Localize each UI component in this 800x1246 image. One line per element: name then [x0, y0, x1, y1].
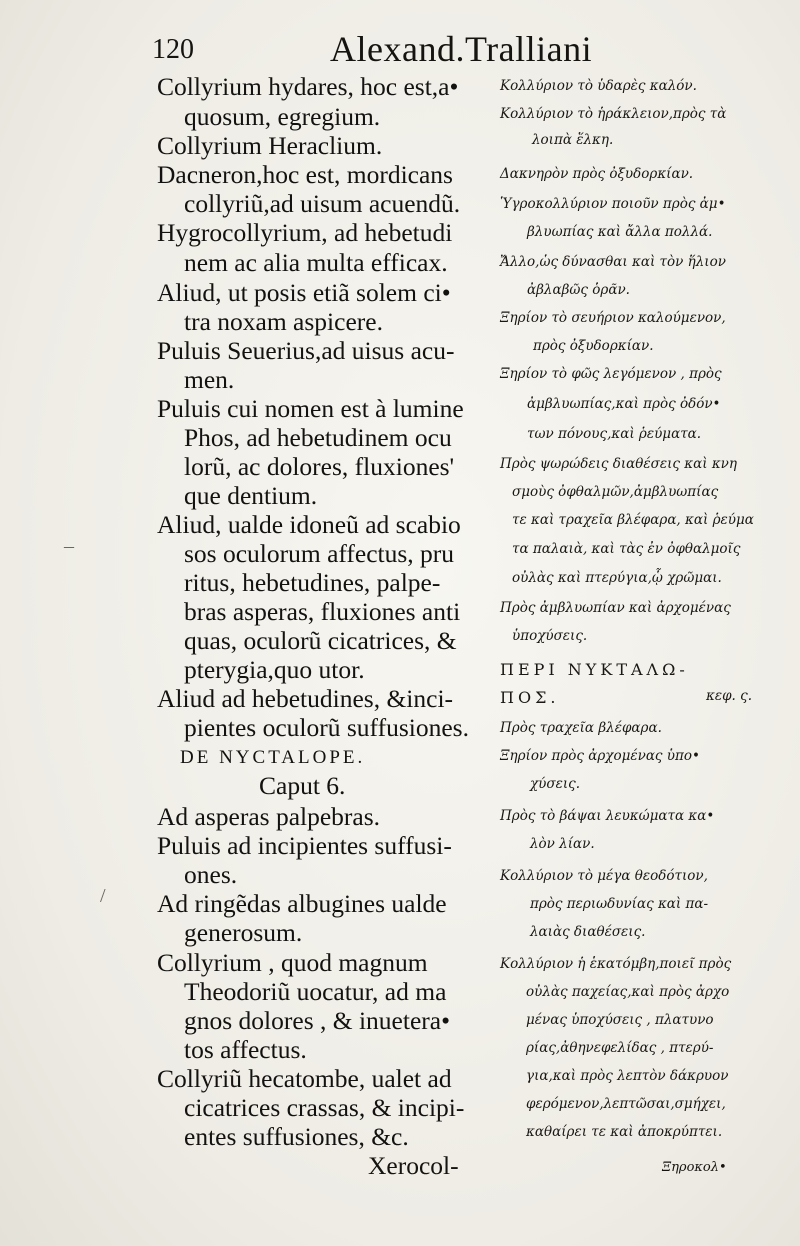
latin-line: gnos dolores , & inuetera• — [184, 1006, 450, 1035]
latin-line: Theodoriũ uocatur, ad ma — [184, 977, 447, 1006]
greek-line: ὑποχύσεις. — [512, 628, 588, 644]
greek-line: Ξηρίον τὸ σευήριον καλούμενον, — [500, 310, 726, 326]
margin-mark: / — [100, 885, 106, 907]
chapter-number: Caput 6. — [259, 771, 346, 800]
latin-line: lorũ, ac dolores, fluxiones' — [184, 452, 455, 481]
latin-line: men. — [184, 365, 235, 394]
greek-line: ρίας,ἀθηνεφελίδας , πτερύ- — [526, 1040, 714, 1056]
greek-line: βλυωπίας καὶ ἄλλα πολλά. — [527, 224, 713, 240]
latin-line: Puluis ad incipientes suffusi- — [157, 831, 452, 860]
greek-line: τα παλαιὰ, καὶ τὰς ἐν ὀφθαλμοῖς — [512, 541, 741, 557]
greek-line: λαιὰς διαθέσεις. — [530, 924, 646, 940]
latin-line: quas, oculorũ cicatrices, & — [184, 626, 457, 655]
greek-line: καθαίρει τε καὶ ἀποκρύπτει. — [526, 1124, 723, 1140]
running-head: Alexand.Tralliani — [330, 29, 593, 69]
latin-line: Collyrium , quod magnum — [157, 948, 428, 977]
greek-line: για,καὶ πρὸς λεπτὸν δάκρυον — [526, 1068, 729, 1084]
greek-line: Πρὸς τραχεῖα βλέφαρα. — [500, 720, 662, 736]
latin-line: collyriũ,ad uisum acuendũ. — [184, 189, 461, 218]
latin-line: Aliud ad hebetudines, &inci- — [157, 684, 454, 713]
latin-line: Aliud, ualde idoneũ ad scabio — [157, 510, 461, 539]
greek-line: πρὸς περιωδυνίας καὶ πα- — [530, 896, 709, 912]
greek-line: λοιπὰ ἕλκη. — [532, 132, 614, 148]
greek-line: οὐλὰς καὶ πτερύγια,ᾧ χρῶμαι. — [512, 570, 722, 586]
latin-line: tos affectus. — [184, 1035, 307, 1064]
greek-line: οὐλὰς παχείας,καὶ πρὸς ἀρχο — [526, 984, 730, 1000]
greek-section-heading: ΠΕΡΙ ΝΥΚΤΑΛΩ- — [500, 660, 689, 679]
greek-line: Ξηρίον πρὸς ἀρχομένας ὑπο• — [500, 748, 700, 764]
greek-line: σμοὺς ὀφθαλμῶν,ἀμβλυωπίας — [512, 484, 719, 500]
greek-line: Δακνηρὸν πρὸς ὀξυδορκίαν. — [500, 166, 694, 182]
latin-line: Puluis cui nomen est à lumine — [157, 394, 464, 423]
section-heading: DE NYCTALOPE. — [180, 747, 366, 768]
latin-line: entes suffusiones, &c. — [184, 1122, 409, 1151]
latin-line: Dacneron,hoc est, mordicans — [157, 160, 453, 189]
latin-line: nem ac alia multa efficax. — [184, 248, 448, 277]
greek-line: πρὸς ὀξυδορκίαν. — [533, 338, 654, 354]
greek-line: Πρὸς ἀμβλυωπίαν καὶ ἀρχομένας — [500, 600, 731, 616]
catchword: Xerocol- — [368, 1151, 459, 1180]
greek-line: λὸν λίαν. — [530, 836, 595, 852]
greek-line: Κολλύριον τὸ ἡράκλειον,πρὸς τὰ — [500, 106, 727, 122]
latin-line: Collyrium Heraclium. — [157, 131, 383, 160]
greek-line: ἀβλαβῶς ὁρᾶν. — [527, 282, 630, 298]
latin-line: Ad ringẽdas albugines ualde — [157, 889, 447, 918]
latin-line: generosum. — [184, 918, 303, 947]
latin-line: sos oculorum affectus, pru — [184, 539, 455, 568]
greek-line: φερόμενον,λεπτῶσαι,σμήχει, — [526, 1096, 726, 1112]
latin-line: bras asperas, fluxiones anti — [184, 597, 461, 626]
latin-line: Hygrocollyrium, ad hebetudi — [157, 218, 453, 247]
greek-line: των πόνους,καὶ ῥεύματα. — [527, 426, 702, 442]
greek-line: Κολλύριον τὸ ὑδαρὲς καλόν. — [500, 78, 697, 94]
greek-line: Κολλύριον τὸ μέγα θεοδότιον, — [500, 868, 708, 884]
greek-line: Κολλύριον ἡ ἑκατόμβη,ποιεῖ πρὸς — [500, 956, 732, 972]
latin-line: ritus, hebetudines, palpe- — [184, 568, 441, 597]
greek-line: Ἄλλο,ὡς δύνασθαι καὶ τὸν ἥλιον — [500, 254, 726, 270]
latin-line: Collyriũ hecatombe, ualet ad — [157, 1064, 452, 1093]
latin-line: tra noxam aspicere. — [184, 307, 383, 336]
greek-line: Πρὸς ψωρώδεις διαθέσεις καὶ κνη — [500, 456, 737, 472]
latin-line: quosum, egregium. — [184, 102, 381, 131]
greek-line: Ὑγροκολλύριον ποιοῦν πρὸς ἀμ• — [500, 196, 726, 212]
latin-line: pterygia,quo utor. — [184, 655, 365, 684]
latin-line: que dentium. — [184, 481, 318, 510]
latin-line: pientes oculorũ suffusiones. — [184, 713, 469, 742]
greek-catchword: Ξηροκολ• — [662, 1160, 727, 1175]
greek-line: χύσεις. — [530, 776, 580, 792]
greek-line: Πρὸς τὸ βάψαι λευκώματα κα• — [500, 808, 715, 824]
page-number: 120 — [152, 34, 194, 65]
latin-line: Puluis Seuerius,ad uisus acu- — [157, 336, 455, 365]
greek-line: τε καὶ τραχεῖα βλέφαρα, καὶ ῥεύμα — [512, 512, 754, 528]
greek-line: μένας ὑποχύσεις , πλατυνο — [526, 1012, 714, 1028]
greek-line: Ξηρίον τὸ φῶς λεγόμενον , πρὸς — [500, 366, 722, 382]
latin-line: Collyrium hydares, hoc est,a• — [157, 72, 459, 101]
latin-line: Ad asperas palpebras. — [157, 802, 381, 831]
greek-section-heading: ΠΟΣ. — [500, 688, 560, 707]
margin-mark: – — [64, 535, 74, 557]
latin-line: Aliud, ut posis etiã solem ci• — [157, 278, 451, 307]
page-header — [0, 28, 800, 74]
latin-line: cicatrices crassas, & incipi- — [184, 1093, 465, 1122]
greek-line: ἀμβλυωπίας,καὶ πρὸς ὀδόν• — [527, 396, 721, 412]
latin-line: Phos, ad hebetudinem ocu — [184, 423, 452, 452]
greek-chapter-number: κεφ. ς. — [706, 688, 752, 704]
latin-line: ones. — [184, 860, 238, 889]
